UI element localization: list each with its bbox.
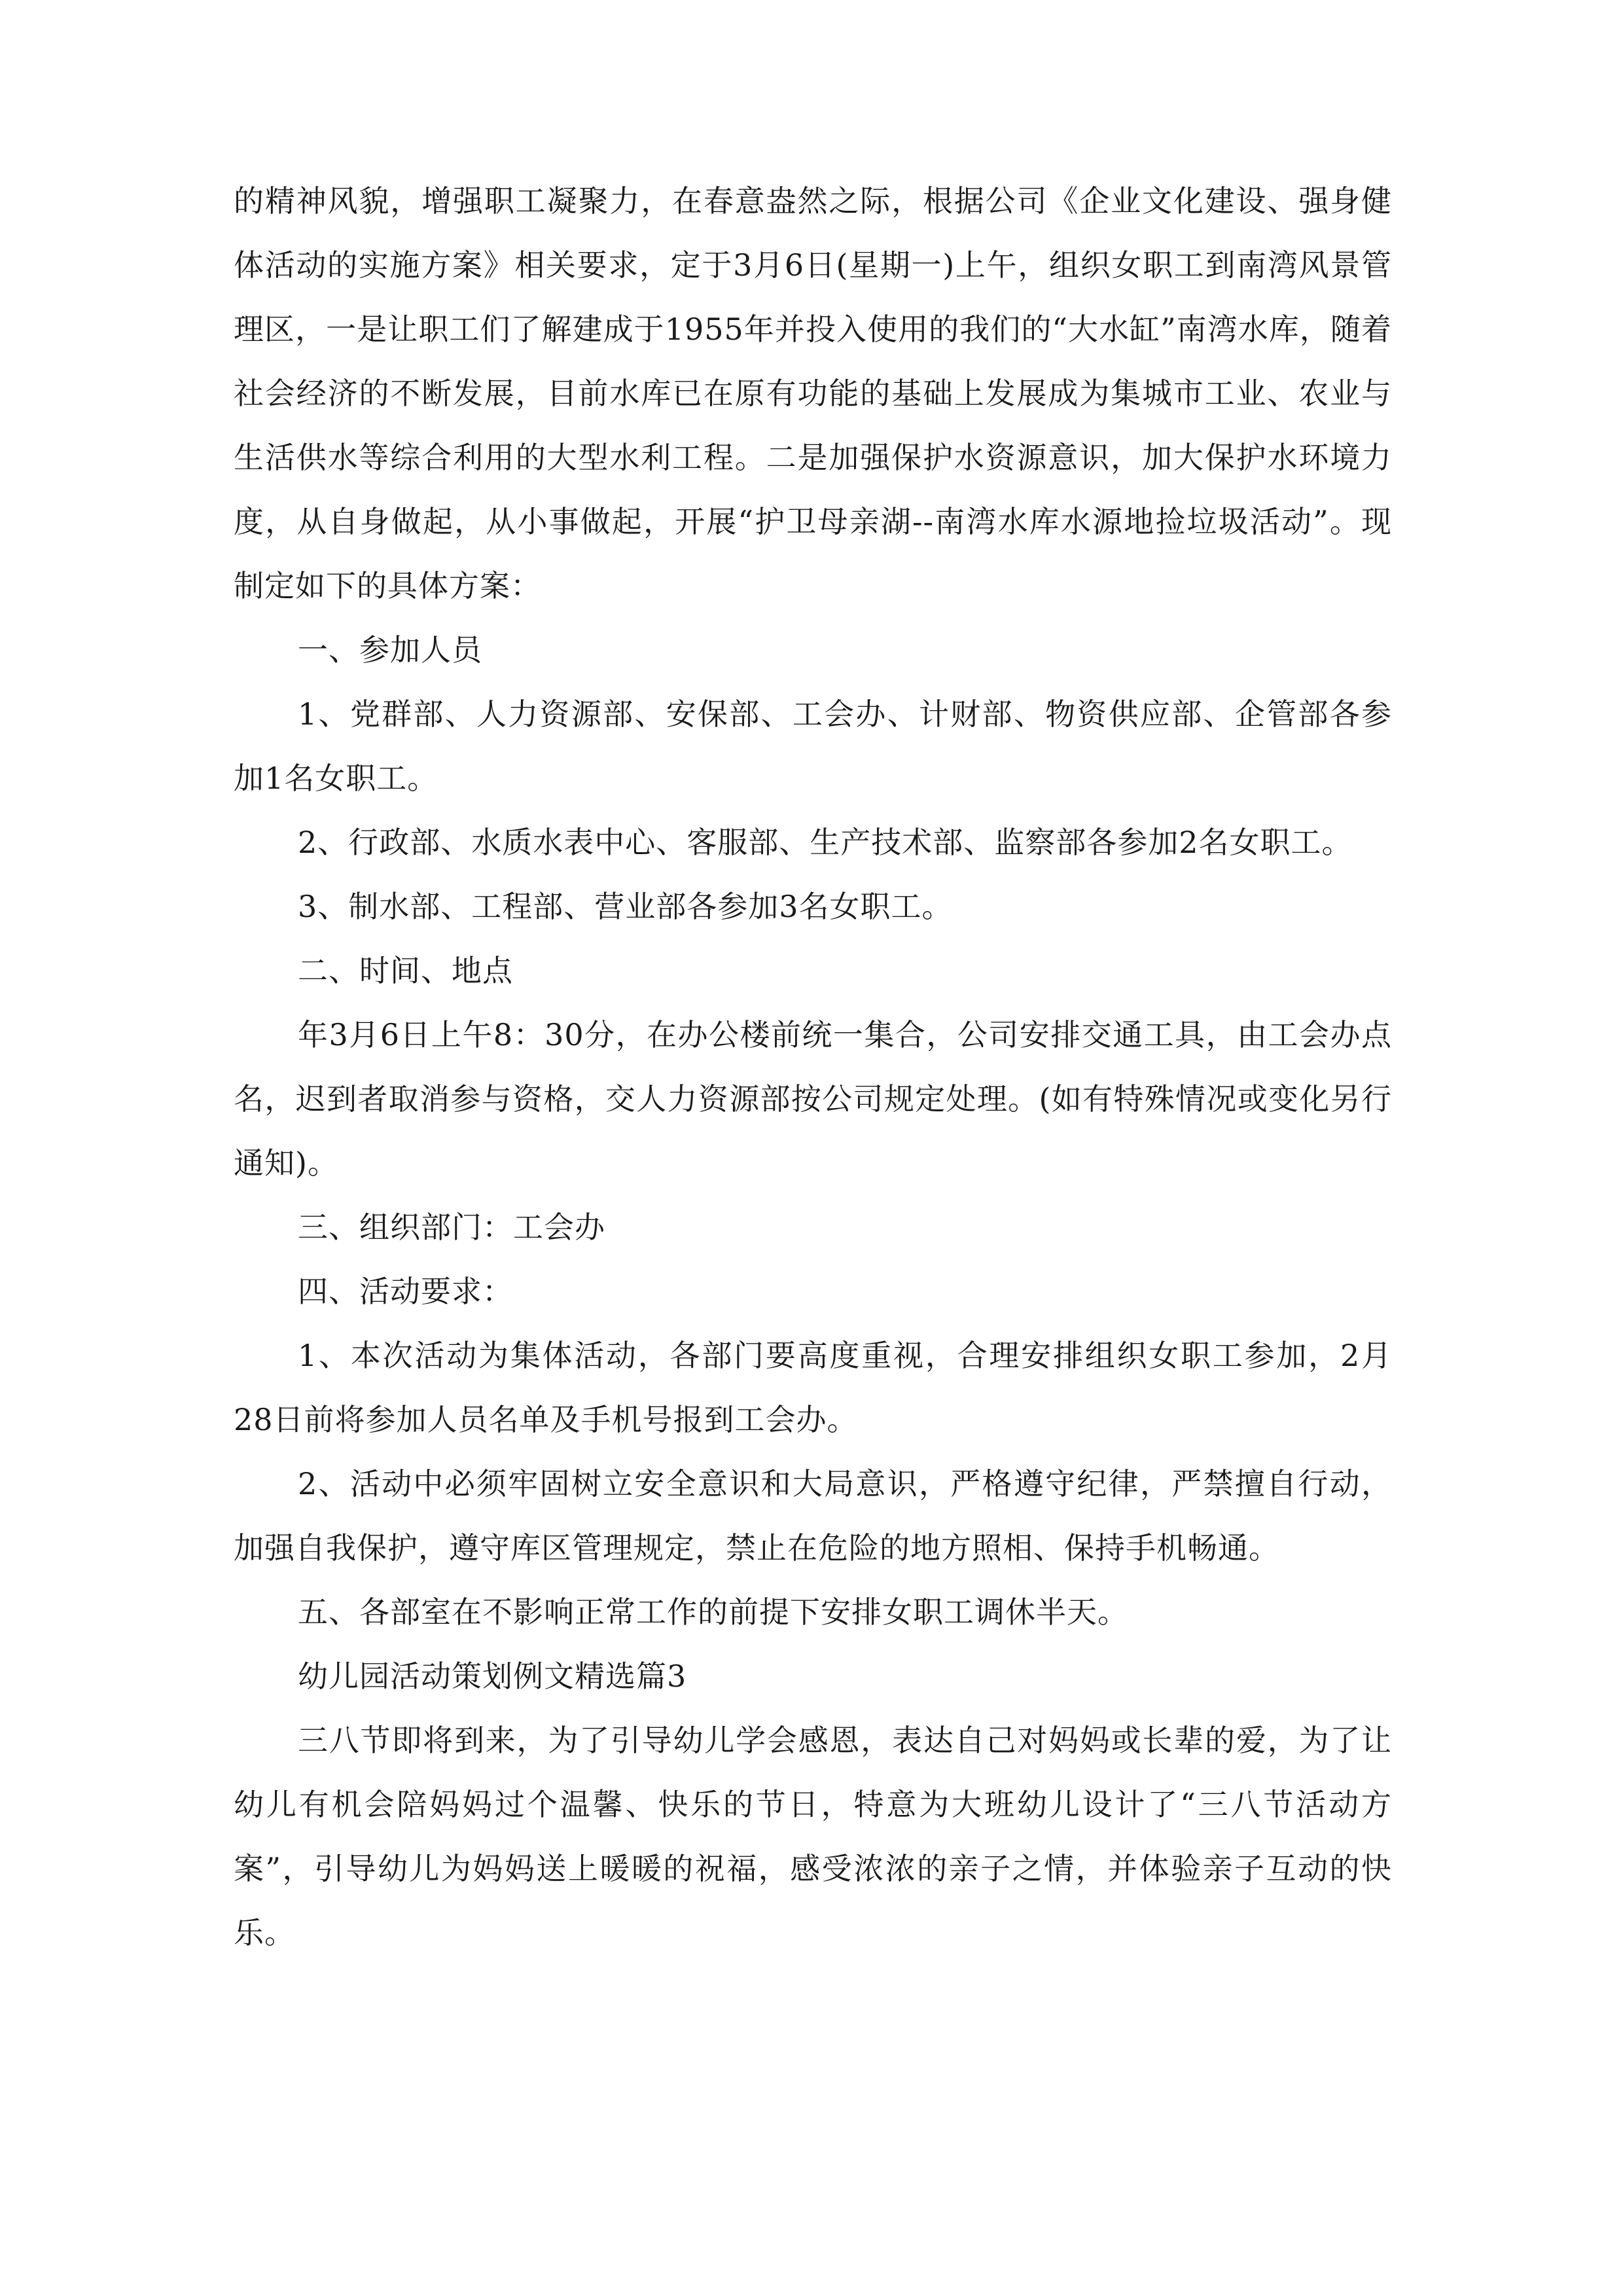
article-title-part-3: 幼儿园活动策划例文精选篇3	[298, 1659, 687, 1694]
list-item-participants-2: 2、行政部、水质水表中心、客服部、生产技术部、监察部各参加2名女职工。	[298, 825, 1353, 860]
section-heading-organizer: 三、组织部门：工会办	[298, 1210, 605, 1245]
paragraph-intro-continued: 的精神风貌，增强职工凝聚力，在春意盎然之际，根据公司《企业文化建设、强身健体活动的实施方案》相关要求，定于3月6日(星期一)上午，组织女职工到南湾风景管理区，一是让职工们了解建成于1955年并投入使用的我们的“大水缸”南湾水库，随着社会经济的不断发展，目前水库已在原有功能的基础上发展成为集城市工业、农业与生活供水等综合利用的大型水利工程。二是加强保护水资源意识，加大保护水环境力度，从自身做起，从小事做起，开展“护卫母亲湖--南湾水库水源地捡垃圾活动”。现制定如下的具体方案：	[234, 183, 1392, 603]
paragraph-womens-day-intro: 三八节即将到来，为了引导幼儿学会感恩，表达自己对妈妈或长辈的爱，为了让幼儿有机会陪妈妈过个温馨、快乐的节日，特意为大班幼儿设计了“三八节活动方案”，引导幼儿为妈妈送上暖暖的祝福，感受浓浓的亲子之情，并体验亲子互动的快乐。	[234, 1723, 1392, 1950]
paragraph-time-place: 年3月6日上午8：30分，在办公楼前统一集合，公司安排交通工具，由工会办点名，迟到者取消参与资格，交人力资源部按公司规定处理。(如有特殊情况或变化另行通知)。	[234, 1017, 1392, 1181]
section-heading-participants: 一、参加人员	[298, 632, 482, 668]
section-heading-time-place: 二、时间、地点	[298, 953, 513, 988]
list-item-participants-3: 3、制水部、工程部、营业部各参加3名女职工。	[298, 889, 953, 924]
list-item-requirements-1: 1、本次活动为集体活动，各部门要高度重视，合理安排组织女职工参加，2月28日前将参加人员名单及手机号报到工会办。	[234, 1338, 1392, 1437]
list-item-participants-1: 1、党群部、人力资源部、安保部、工会办、计财部、物资供应部、企管部各参加1名女职工。	[234, 696, 1392, 796]
section-heading-requirements: 四、活动要求：	[298, 1274, 513, 1309]
section-heading-leave: 五、各部室在不影响正常工作的前提下安排女职工调休半天。	[298, 1594, 1128, 1630]
list-item-requirements-2: 2、活动中必须牢固树立安全意识和大局意识，严格遵守纪律，严禁擅自行动，加强自我保护，遵守库区管理规定，禁止在危险的地方照相、保持手机畅通。	[234, 1466, 1392, 1566]
document-body	[234, 169, 1392, 1965]
